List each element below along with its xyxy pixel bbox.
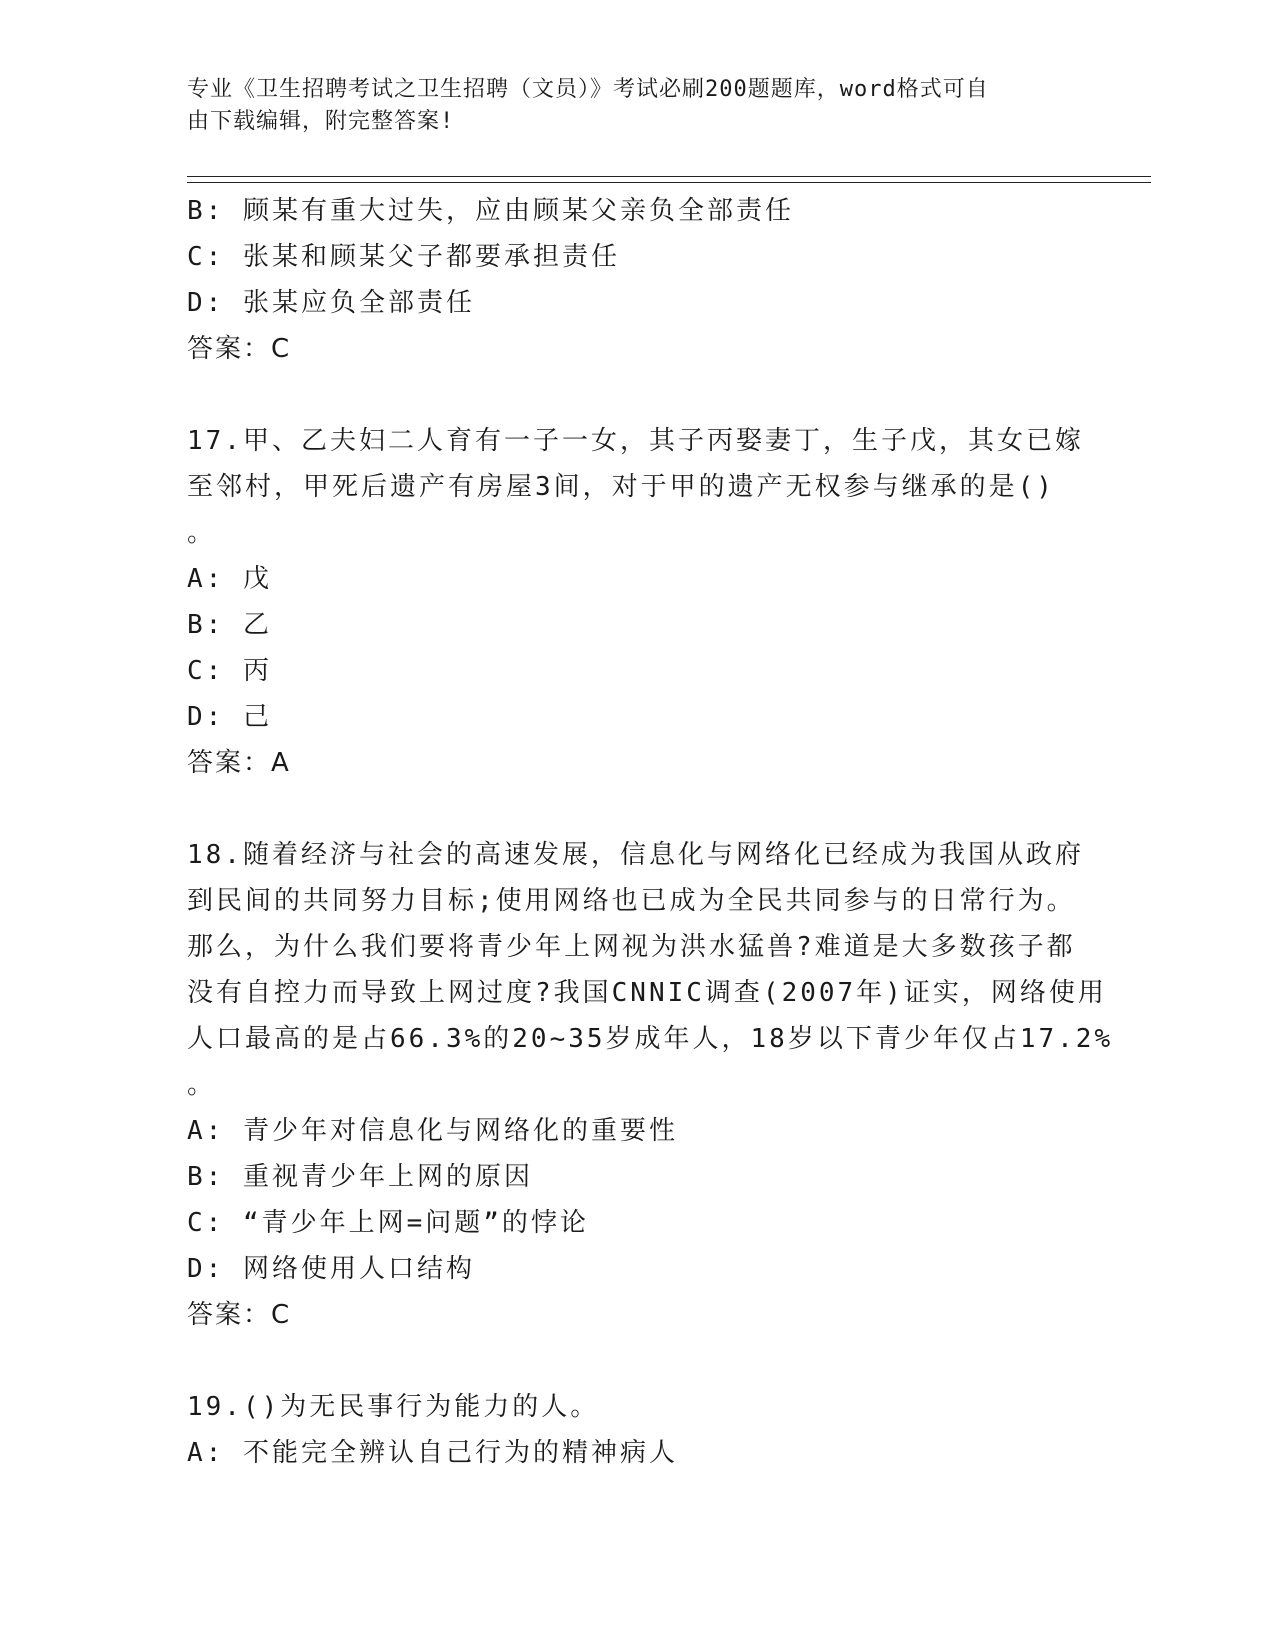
question-stem: 17.甲、乙夫妇二人育有一子一女，其子丙娶妻丁，生子戊，其女已嫁 (187, 426, 1084, 456)
header-divider-bottom (187, 182, 1151, 183)
header-line-1: 专业《卫生招聘考试之卫生招聘（文员）》考试必刷200题题库，word格式可自 (187, 77, 989, 102)
spacer (187, 786, 1087, 832)
spacer (187, 372, 1087, 418)
question-stem: 到民间的共同努力目标;使用网络也已成为全民共同参与的日常行为。 (187, 886, 1076, 916)
answer: 答案：C (187, 1300, 292, 1330)
question-stem: 至邻村，甲死后遗产有房屋3间，对于甲的遗产无权参与继承的是() (187, 472, 1055, 502)
question-stem: 那么，为什么我们要将青少年上网视为洪水猛兽?难道是大多数孩子都 (187, 932, 1076, 962)
option-d: D: 网络使用人口结构 (187, 1254, 475, 1284)
option-a: A: 戊 (187, 564, 272, 594)
document-header (187, 74, 1067, 138)
question-18 (187, 832, 1114, 1338)
question-stem: 。 (187, 518, 217, 548)
option-a: A: 青少年对信息化与网络化的重要性 (187, 1116, 678, 1146)
question-stem: 。 (187, 1070, 217, 1100)
option-b: B: 重视青少年上网的原因 (187, 1162, 533, 1192)
question-stem: 18.随着经济与社会的高速发展，信息化与网络化已经成为我国从政府 (187, 840, 1084, 870)
question-17 (187, 418, 1087, 786)
option-c: C: 张某和顾某父子都要承担责任 (187, 242, 620, 272)
option-d: D: 己 (187, 702, 272, 732)
question-list (187, 188, 1114, 1476)
option-a: A: 不能完全辨认自己行为的精神病人 (187, 1438, 678, 1468)
header-divider-top (187, 176, 1151, 177)
header-line-2: 由下载编辑，附完整答案! (187, 109, 455, 134)
option-c: C: 丙 (187, 656, 272, 686)
question-19 (187, 1384, 1087, 1476)
answer: 答案：A (187, 748, 291, 778)
question-stem: 人口最高的是占66.3%的20~35岁成年人，18岁以下青少年仅占17.2% (187, 1024, 1114, 1054)
answer: 答案：C (187, 334, 292, 364)
option-c: C: “青少年上网=问题”的悖论 (187, 1208, 589, 1238)
option-d: D: 张某应负全部责任 (187, 288, 475, 318)
option-b: B: 顾某有重大过失，应由顾某父亲负全部责任 (187, 196, 794, 226)
question-stem: 没有自控力而导致上网过度?我国CNNIC调查(2007年)证实，网络使用 (187, 978, 1107, 1008)
question-16-tail (187, 188, 1087, 372)
spacer (187, 1338, 1087, 1384)
option-b: B: 乙 (187, 610, 272, 640)
question-stem: 19.()为无民事行为能力的人。 (187, 1392, 600, 1422)
